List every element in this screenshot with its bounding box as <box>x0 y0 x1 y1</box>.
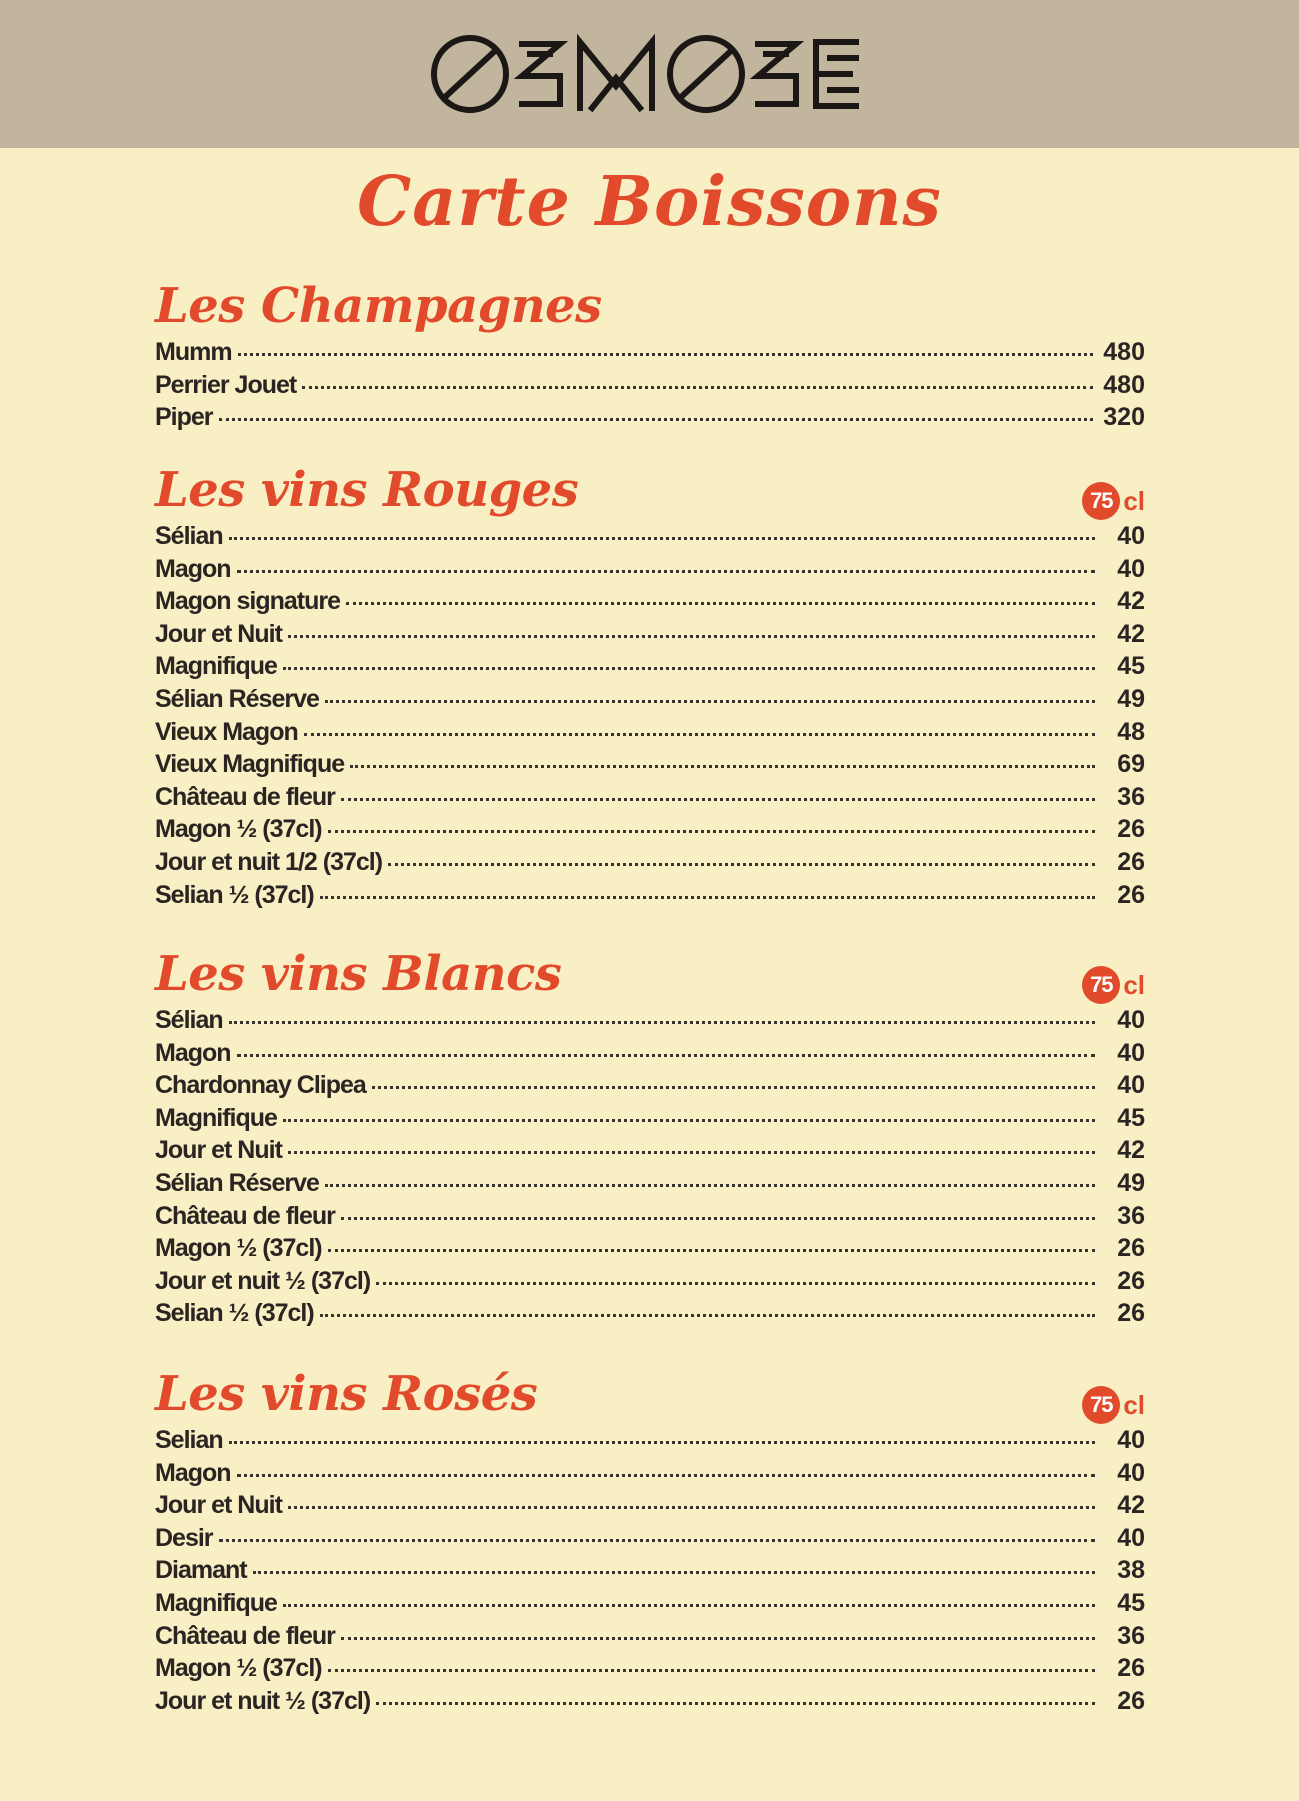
menu-item <box>155 1039 1145 1072</box>
item-name: Magon ½ (37cl) <box>155 1234 322 1263</box>
menu-item <box>155 1491 1145 1524</box>
item-price: 40 <box>1117 1071 1145 1100</box>
item-price: 42 <box>1117 1491 1145 1520</box>
menu-item <box>155 1071 1145 1104</box>
dot-leader <box>219 418 1094 421</box>
volume-badge <box>1082 482 1145 520</box>
item-name: Sélian Réserve <box>155 684 319 713</box>
menu-item <box>155 1299 1145 1332</box>
badge-unit: cl <box>1123 969 1145 1000</box>
badge-unit: cl <box>1123 1389 1145 1420</box>
menu-item <box>155 1687 1145 1720</box>
badge-number: 75 <box>1082 966 1120 1004</box>
dot-leader <box>288 1506 1095 1509</box>
menu-item <box>155 1622 1145 1655</box>
item-name: Jour et nuit 1/2 (37cl) <box>155 847 383 876</box>
menu-item <box>155 1234 1145 1267</box>
item-price: 26 <box>1117 847 1145 876</box>
item-name: Mumm <box>155 338 232 366</box>
volume-badge <box>1082 966 1145 1004</box>
item-price: 45 <box>1117 1588 1145 1617</box>
item-price: 69 <box>1117 750 1145 779</box>
menu-item <box>155 522 1145 555</box>
dot-leader <box>253 1571 1095 1574</box>
item-price: 26 <box>1117 1654 1145 1683</box>
dot-leader <box>229 537 1095 540</box>
dot-leader <box>341 798 1095 801</box>
section-title: Les vins Rosés <box>155 1366 538 1422</box>
dot-leader <box>238 353 1094 356</box>
item-name: Jour et Nuit <box>155 1136 282 1165</box>
dot-leader <box>320 1314 1095 1317</box>
section-title: Les vins Blancs <box>155 946 562 1002</box>
item-name: Vieux Magnifique <box>155 750 345 779</box>
item-name: Jour et Nuit <box>155 1491 282 1520</box>
item-name: Magon signature <box>155 587 341 616</box>
item-price: 26 <box>1117 1234 1145 1263</box>
dot-leader <box>320 896 1095 899</box>
item-price: 40 <box>1117 1038 1145 1067</box>
menu-list <box>155 338 1145 436</box>
item-name: Magnifique <box>155 1103 277 1132</box>
item-price: 26 <box>1117 1266 1145 1295</box>
item-name: Selian <box>155 1426 223 1454</box>
item-price: 480 <box>1103 338 1145 366</box>
item-price: 49 <box>1117 684 1145 713</box>
menu-item <box>155 881 1145 914</box>
menu-item <box>155 620 1145 653</box>
dot-leader <box>341 1217 1095 1220</box>
menu-item <box>155 1459 1145 1492</box>
item-name: Sélian Réserve <box>155 1168 319 1197</box>
item-price: 36 <box>1117 1201 1145 1230</box>
item-price: 48 <box>1117 717 1145 746</box>
item-name: Vieux Magon <box>155 717 298 746</box>
menu-item <box>155 1202 1145 1235</box>
item-price: 40 <box>1117 1006 1145 1034</box>
menu-item <box>155 1589 1145 1622</box>
page-title: Carte Boissons <box>357 162 942 242</box>
item-price: 26 <box>1117 1686 1145 1715</box>
item-name: Magon ½ (37cl) <box>155 1654 322 1683</box>
item-name: Jour et nuit ½ (37cl) <box>155 1266 371 1295</box>
dot-leader <box>372 1086 1095 1089</box>
item-price: 45 <box>1117 652 1145 681</box>
item-name: Magon ½ (37cl) <box>155 815 322 844</box>
item-price: 36 <box>1117 782 1145 811</box>
volume-badge <box>1082 1386 1145 1424</box>
item-price: 40 <box>1117 522 1145 550</box>
item-name: Piper <box>155 403 213 432</box>
menu-item <box>155 555 1145 588</box>
section-vins-roses <box>155 1366 1145 1719</box>
menu-item <box>155 587 1145 620</box>
item-name: Perrier Jouet <box>155 370 297 399</box>
item-price: 40 <box>1117 554 1145 583</box>
badge-unit: cl <box>1123 485 1145 516</box>
dot-leader <box>328 830 1095 833</box>
item-price: 38 <box>1117 1556 1145 1585</box>
item-name: Chardonnay Clipea <box>155 1071 366 1100</box>
item-name: Selian ½ (37cl) <box>155 1299 314 1328</box>
dot-leader <box>237 1054 1095 1057</box>
menu-item <box>155 1169 1145 1202</box>
menu-item <box>155 1654 1145 1687</box>
section-vins-rouges <box>155 462 1145 913</box>
menu-item <box>155 652 1145 685</box>
dot-leader <box>288 635 1095 638</box>
dot-leader <box>288 1151 1095 1154</box>
item-name: Selian ½ (37cl) <box>155 880 314 909</box>
item-name: Château de fleur <box>155 1201 335 1230</box>
menu-list <box>155 522 1145 913</box>
dot-leader <box>237 570 1095 573</box>
dot-leader <box>346 602 1095 605</box>
item-price: 40 <box>1117 1458 1145 1487</box>
menu-list <box>155 1006 1145 1332</box>
header-band <box>0 0 1299 148</box>
item-price: 26 <box>1117 880 1145 909</box>
dot-leader <box>283 667 1095 670</box>
menu-item <box>155 1556 1145 1589</box>
dot-leader <box>328 1669 1095 1672</box>
dot-leader <box>350 765 1095 768</box>
item-name: Sélian <box>155 522 223 550</box>
item-name: Jour et nuit ½ (37cl) <box>155 1686 371 1715</box>
menu-item <box>155 371 1145 404</box>
badge-number: 75 <box>1082 1386 1120 1424</box>
item-price: 40 <box>1117 1426 1145 1454</box>
menu-item <box>155 718 1145 751</box>
item-price: 26 <box>1117 815 1145 844</box>
dot-leader <box>376 1282 1095 1285</box>
item-price: 42 <box>1117 619 1145 648</box>
item-name: Magon <box>155 554 231 583</box>
menu-item <box>155 1524 1145 1557</box>
item-price: 26 <box>1117 1299 1145 1328</box>
item-price: 320 <box>1103 403 1145 432</box>
item-name: Desir <box>155 1523 213 1552</box>
item-name: Magnifique <box>155 1588 277 1617</box>
osmose-logo <box>430 26 870 122</box>
menu-item <box>155 1426 1145 1459</box>
menu-item <box>155 815 1145 848</box>
dot-leader <box>304 733 1095 736</box>
dot-leader <box>302 386 1093 389</box>
item-price: 49 <box>1117 1168 1145 1197</box>
menu-item <box>155 685 1145 718</box>
dot-leader <box>283 1604 1095 1607</box>
menu-item <box>155 783 1145 816</box>
dot-leader <box>229 1441 1095 1444</box>
item-name: Sélian <box>155 1006 223 1034</box>
dot-leader <box>219 1539 1095 1542</box>
item-name: Château de fleur <box>155 782 335 811</box>
dot-leader <box>229 1021 1095 1024</box>
menu-item <box>155 1006 1145 1039</box>
menu-item <box>155 1136 1145 1169</box>
section-title: Les vins Rouges <box>155 462 579 518</box>
badge-number: 75 <box>1082 482 1120 520</box>
menu-item <box>155 848 1145 881</box>
item-price: 42 <box>1117 1136 1145 1165</box>
item-name: Magon <box>155 1038 231 1067</box>
menu-item <box>155 338 1145 371</box>
dot-leader <box>283 1119 1095 1122</box>
section-champagnes <box>155 278 1145 436</box>
section-vins-blancs <box>155 946 1145 1332</box>
item-price: 40 <box>1117 1523 1145 1552</box>
dot-leader <box>376 1702 1095 1705</box>
menu-item <box>155 1104 1145 1137</box>
item-name: Château de fleur <box>155 1621 335 1650</box>
menu-item <box>155 750 1145 783</box>
item-price: 36 <box>1117 1621 1145 1650</box>
dot-leader <box>237 1474 1095 1477</box>
item-price: 42 <box>1117 587 1145 616</box>
item-name: Jour et Nuit <box>155 619 282 648</box>
dot-leader <box>341 1637 1095 1640</box>
item-name: Magnifique <box>155 652 277 681</box>
dot-leader <box>388 863 1095 866</box>
item-name: Magon <box>155 1458 231 1487</box>
dot-leader <box>325 1184 1095 1187</box>
section-title: Les Champagnes <box>155 278 602 334</box>
menu-item <box>155 403 1145 436</box>
menu-item <box>155 1267 1145 1300</box>
item-price: 480 <box>1103 370 1145 399</box>
menu-list <box>155 1426 1145 1719</box>
dot-leader <box>325 700 1095 703</box>
item-name: Diamant <box>155 1556 247 1585</box>
dot-leader <box>328 1249 1095 1252</box>
item-price: 45 <box>1117 1103 1145 1132</box>
